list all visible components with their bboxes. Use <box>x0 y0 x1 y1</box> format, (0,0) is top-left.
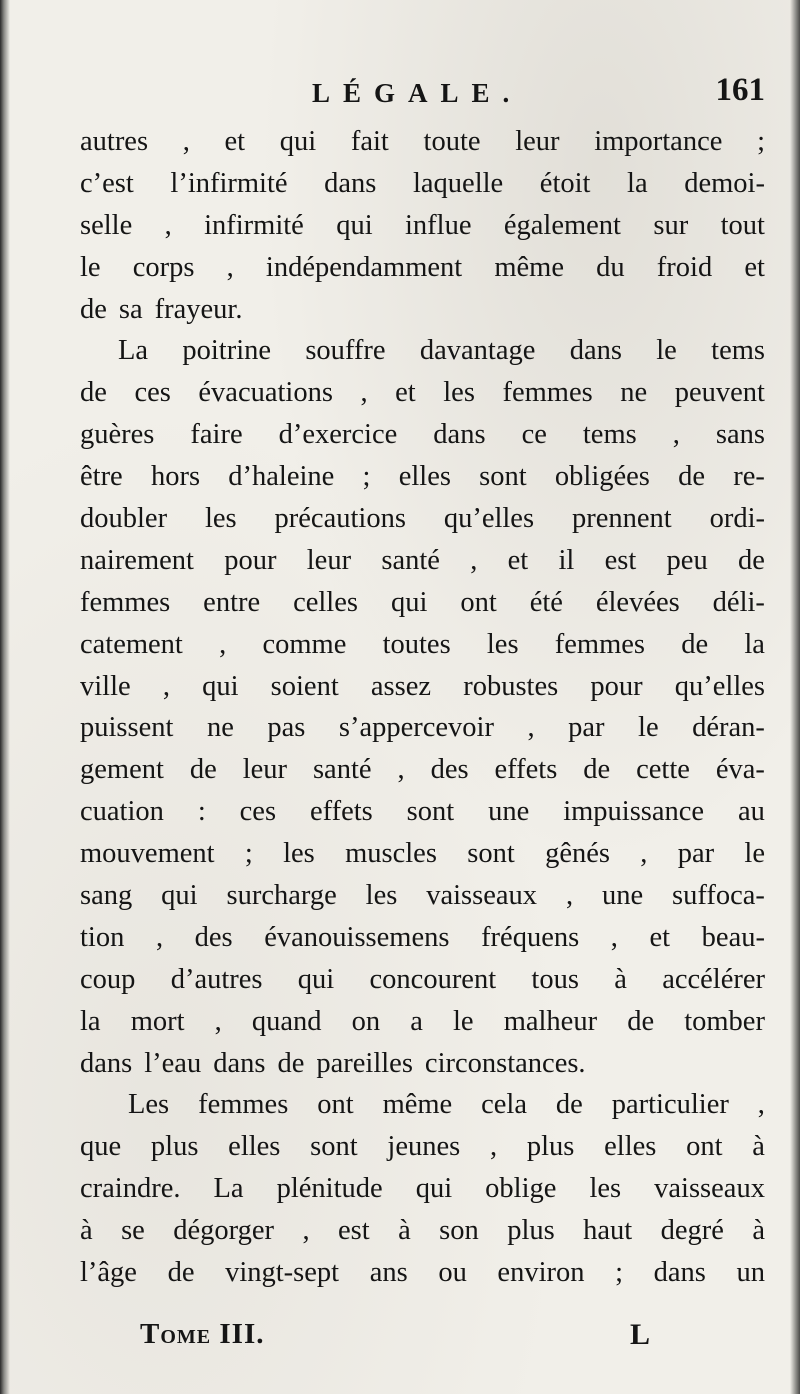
text-line: c’est l’infirmité dans laquelle étoit la demoi- <box>80 167 765 199</box>
page-footer <box>140 1318 650 1363</box>
volume-signature: Tome III. <box>140 1318 265 1350</box>
text-line: puissent ne pas s’appercevoir , par le déran- <box>80 712 765 744</box>
text-line: l’âge de vingt-sept ans ou environ ; dans un <box>80 1257 765 1289</box>
text-line: doubler les précautions qu’elles prennent ordi- <box>80 503 765 535</box>
text-line: à se dégorger , est à son plus haut degré à <box>80 1215 765 1247</box>
running-head-title: LÉGALE. <box>312 78 523 108</box>
text-line: selle , infirmité qui influe également sur tout <box>80 209 765 241</box>
page-right-edge-shadow <box>790 0 800 1394</box>
text-line: femmes entre celles qui ont été élevées déli- <box>80 586 765 618</box>
text-line: sang qui surcharge les vaisseaux , une suffoca- <box>80 880 765 912</box>
signature-mark: L <box>629 1318 650 1351</box>
text-line: être hors d’haleine ; elles sont obligées de re- <box>80 461 765 493</box>
text-line: catement , comme toutes les femmes de la <box>80 628 765 660</box>
text-line: de ces évacuations , et les femmes ne peuvent <box>80 377 765 409</box>
body-text <box>80 121 765 1294</box>
text-line: guères faire d’exercice dans ce tems , sans <box>80 419 765 451</box>
page-left-edge-shadow <box>0 0 10 1394</box>
text-line: gement de leur santé , des effets de cette éva- <box>80 754 765 786</box>
text-line: de sa frayeur. <box>80 293 243 325</box>
text-line: la mort , quand on a le malheur de tomber <box>80 1005 765 1037</box>
text-line: craindre. La plénitude qui oblige les vaisseaux <box>80 1173 765 1205</box>
running-head <box>80 70 765 120</box>
text-line: coup d’autres qui concourent tous à accélérer <box>80 963 765 995</box>
text-line: La poitrine souffre davantage dans le tems <box>118 335 765 367</box>
text-line: cuation : ces effets sont une impuissance au <box>80 796 765 828</box>
page-number: 161 <box>715 72 765 108</box>
text-line: ville , qui soient assez robustes pour qu’elles <box>80 670 765 702</box>
text-line: que plus elles sont jeunes , plus elles ont à <box>80 1131 765 1163</box>
text-line: dans l’eau dans de pareilles circonstances. <box>80 1047 586 1079</box>
text-line: tion , des évanouissemens fréquens , et beau- <box>80 921 765 953</box>
text-line: mouvement ; les muscles sont gênés , par le <box>80 838 765 870</box>
text-line: Les femmes ont même cela de particulier , <box>128 1089 765 1121</box>
text-line: le corps , indépendamment même du froid et <box>80 251 765 283</box>
text-line: autres , et qui fait toute leur importance ; <box>80 126 765 157</box>
text-line: nairement pour leur santé , et il est peu de <box>80 544 765 576</box>
